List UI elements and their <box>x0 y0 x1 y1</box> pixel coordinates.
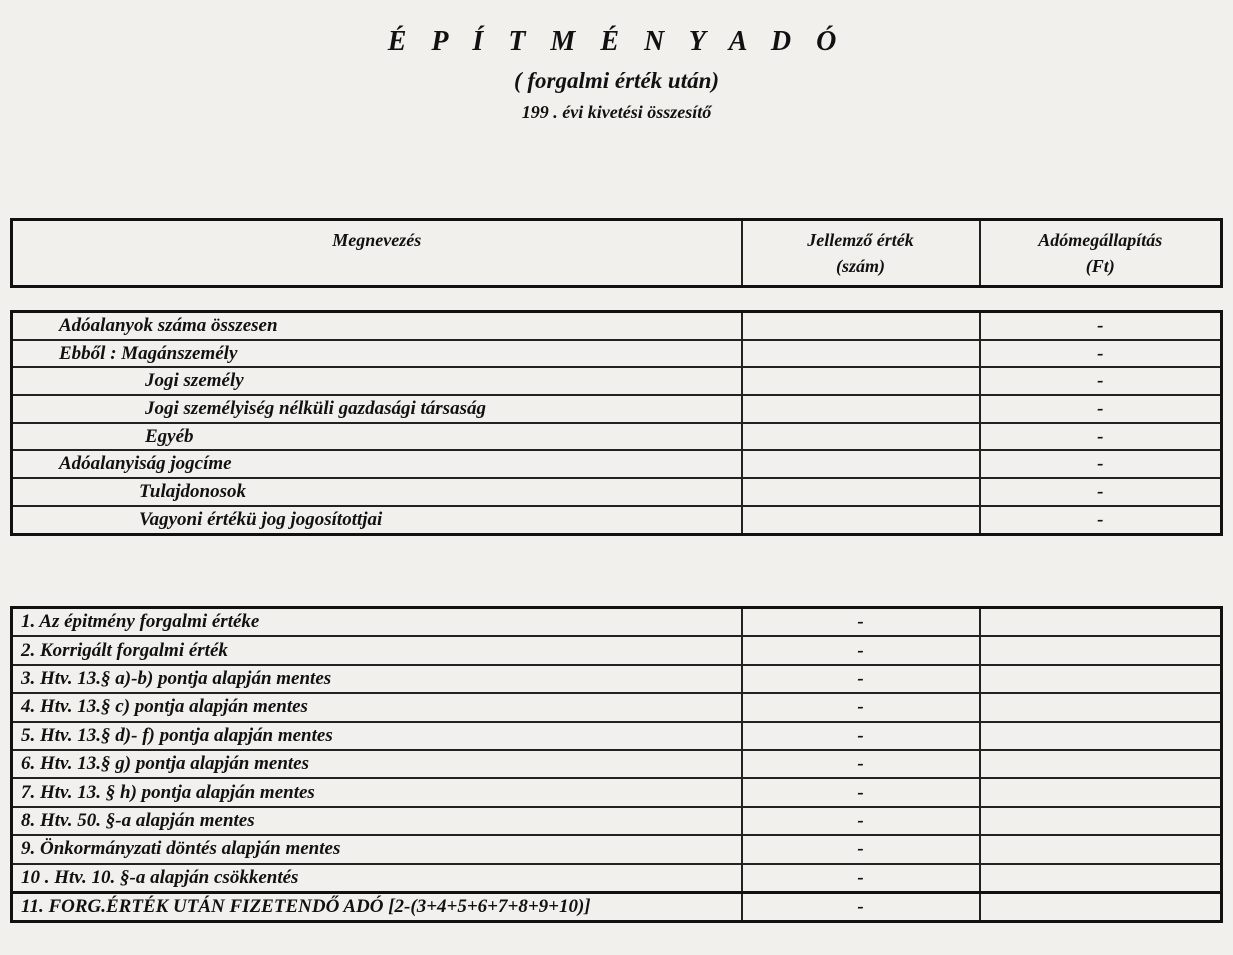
document-subtitle: ( forgalmi érték után) <box>513 68 720 93</box>
column-header-tax-line2: (Ft) <box>1085 256 1115 276</box>
row-tax: - <box>980 423 1222 451</box>
column-header-name: Megnevezés <box>12 220 742 287</box>
row-tax: - <box>980 367 1222 395</box>
column-header-value <box>742 220 980 287</box>
row-label: Adóalanyiság jogcíme <box>12 450 742 478</box>
row-label: 7. Htv. 13. § h) pontja alapján mentes <box>12 778 742 806</box>
row-label: 4. Htv. 13.§ c) pontja alapján mentes <box>12 693 742 721</box>
table-row <box>12 722 1222 750</box>
tax-calculation-table <box>10 606 1223 923</box>
row-value <box>742 395 980 423</box>
row-label: Jogi személy <box>12 367 742 395</box>
table-row <box>12 778 1222 806</box>
row-label: 5. Htv. 13.§ d)- f) pontja alapján mentes <box>12 722 742 750</box>
row-tax <box>980 750 1222 778</box>
table-row <box>12 693 1222 721</box>
column-header-value-line1: Jellemző érték <box>807 230 914 250</box>
row-tax <box>980 722 1222 750</box>
row-label: Jogi személyiség nélküli gazdasági társaság <box>12 395 742 423</box>
row-value: - <box>742 892 980 921</box>
row-tax <box>980 892 1222 921</box>
row-value: - <box>742 864 980 893</box>
row-tax: - <box>980 340 1222 368</box>
row-value: - <box>742 722 980 750</box>
row-label: Adóalanyok száma összesen <box>12 312 742 340</box>
table-row-total <box>12 892 1222 921</box>
table-row <box>12 835 1222 863</box>
row-value: - <box>742 665 980 693</box>
row-label: 6. Htv. 13.§ g) pontja alapján mentes <box>12 750 742 778</box>
table-row <box>12 423 1222 451</box>
row-value: - <box>742 636 980 664</box>
table-row <box>12 340 1222 368</box>
row-label: Ebből : Magánszemély <box>12 340 742 368</box>
row-label: Vagyoni értékü jog jogosítottjai <box>12 506 742 534</box>
row-tax: - <box>980 506 1222 534</box>
document-year-summary: 199 . évi kivetési összesítő <box>521 102 712 122</box>
table-row <box>12 864 1222 893</box>
table-row <box>12 608 1222 637</box>
row-value <box>742 340 980 368</box>
table-row <box>12 395 1222 423</box>
document-title: É P Í T M É N Y A D Ó <box>387 26 846 57</box>
row-label: 8. Htv. 50. §-a alapján mentes <box>12 807 742 835</box>
row-value: - <box>742 807 980 835</box>
row-tax <box>980 778 1222 806</box>
row-tax <box>980 864 1222 893</box>
row-value <box>742 506 980 534</box>
table-row <box>12 807 1222 835</box>
row-tax: - <box>980 395 1222 423</box>
table-row <box>12 506 1222 534</box>
table-row <box>12 636 1222 664</box>
row-label: 2. Korrigált forgalmi érték <box>12 636 742 664</box>
row-value <box>742 423 980 451</box>
column-header-value-line2: (szám) <box>836 256 885 276</box>
row-value: - <box>742 750 980 778</box>
row-value: - <box>742 778 980 806</box>
column-header-tax <box>980 220 1222 287</box>
row-value <box>742 450 980 478</box>
taxpayer-count-table <box>10 310 1223 536</box>
row-label: 10 . Htv. 10. §-a alapján csökkentés <box>12 864 742 893</box>
row-tax <box>980 608 1222 637</box>
column-header-tax-line1: Adómegállapítás <box>1038 230 1163 250</box>
row-value: - <box>742 693 980 721</box>
table-row <box>12 665 1222 693</box>
table-row <box>12 750 1222 778</box>
row-label: 1. Az épitmény forgalmi értéke <box>12 608 742 637</box>
row-label: Egyéb <box>12 423 742 451</box>
row-tax <box>980 835 1222 863</box>
table-row <box>12 450 1222 478</box>
row-label: 3. Htv. 13.§ a)-b) pontja alapján mentes <box>12 665 742 693</box>
row-value: - <box>742 608 980 637</box>
row-tax <box>980 636 1222 664</box>
row-label: Tulajdonosok <box>12 478 742 506</box>
row-value <box>742 478 980 506</box>
row-value <box>742 312 980 340</box>
row-value: - <box>742 835 980 863</box>
row-tax: - <box>980 450 1222 478</box>
row-tax <box>980 693 1222 721</box>
row-tax: - <box>980 312 1222 340</box>
row-tax <box>980 665 1222 693</box>
row-label: 9. Önkormányzati döntés alapján mentes <box>12 835 742 863</box>
table-row <box>12 367 1222 395</box>
table-row <box>12 478 1222 506</box>
row-label: 11. FORG.ÉRTÉK UTÁN FIZETENDŐ ADÓ [2-(3+4+5+6+7+8+9+10)] <box>12 892 742 921</box>
table-row <box>12 312 1222 340</box>
row-tax: - <box>980 478 1222 506</box>
row-tax <box>980 807 1222 835</box>
row-value <box>742 367 980 395</box>
column-header-table <box>10 218 1223 288</box>
